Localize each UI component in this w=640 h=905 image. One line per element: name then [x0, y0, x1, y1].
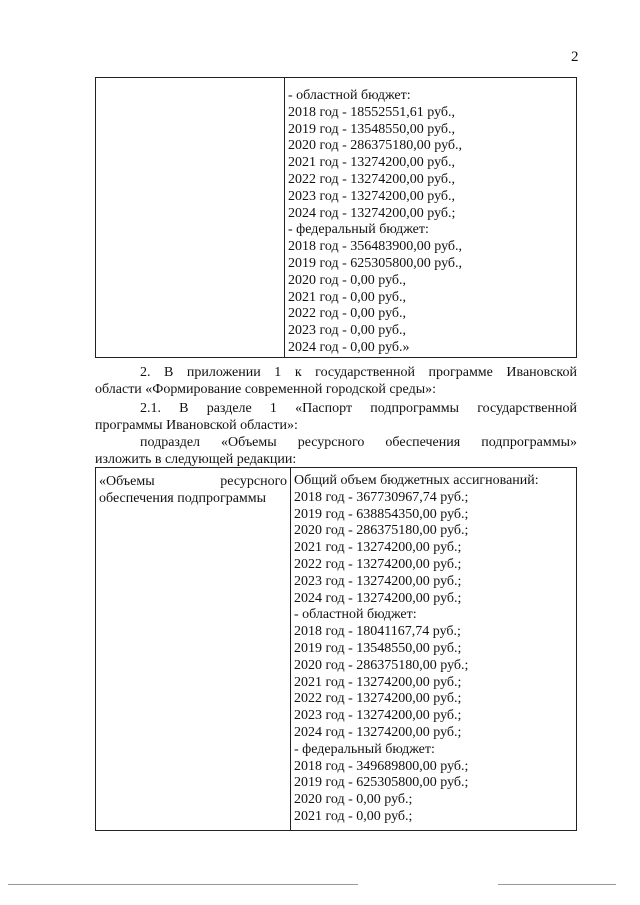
table1-empty-cell: [96, 78, 285, 358]
table2-value-cell: [291, 468, 577, 831]
table1-line: 2020 год - 0,00 руб.,: [288, 272, 407, 288]
table2-label-line: «Объемы ресурсного: [99, 474, 287, 489]
table2-line: 2023 год - 13274200,00 руб.;: [294, 708, 462, 724]
scan-artifact-line: [8, 884, 358, 885]
table2-line: 2019 год - 638854350,00 руб.;: [294, 506, 469, 522]
table1-line: 2018 год - 18552551,61 руб.,: [288, 104, 456, 120]
paragraph-section: [95, 400, 577, 434]
funding-table-continued: [95, 77, 577, 358]
page-number: 2: [571, 49, 579, 65]
table2-line: - федеральный бюджет:: [294, 741, 435, 757]
table1-line: 2020 год - 286375180,00 руб.,: [288, 138, 463, 154]
table2-line: 2021 год - 13274200,00 руб.;: [294, 540, 462, 556]
paragraph-line: области «Формирование современной городской среды»:: [95, 382, 436, 397]
table1-line: 2021 год - 13274200,00 руб.,: [288, 155, 456, 171]
table2-line: 2020 год - 286375180,00 руб.;: [294, 657, 469, 673]
table2-line: 2019 год - 13548550,00 руб.;: [294, 640, 462, 656]
table1-line: 2019 год - 13548550,00 руб.,: [288, 121, 456, 137]
table2-line: 2023 год - 13274200,00 руб.;: [294, 573, 462, 589]
table2-line: 2019 год - 625305800,00 руб.;: [294, 775, 469, 791]
table1-line: 2022 год - 13274200,00 руб.,: [288, 171, 456, 187]
paragraph-line: 2.1. В разделе 1 «Паспорт подпрограммы государственной: [140, 401, 577, 416]
table1-line: 2021 год - 0,00 руб.,: [288, 289, 407, 305]
table2-label-cell: [96, 468, 291, 831]
table2-line: 2018 год - 18041167,74 руб.;: [294, 624, 461, 640]
table2-line: 2018 год - 367730967,74 руб.;: [294, 489, 469, 505]
paragraph-line: программы Ивановской области»:: [95, 418, 298, 433]
table1-line: 2018 год - 356483900,00 руб.,: [288, 239, 463, 255]
table2-line: 2022 год - 13274200,00 руб.;: [294, 691, 462, 707]
paragraph-line: 2. В приложении 1 к государственной программе Ивановской: [140, 365, 577, 380]
table1-line: 2024 год - 0,00 руб.»: [288, 339, 410, 355]
paragraph-appendix: [95, 364, 577, 398]
table1-line: 2019 год - 625305800,00 руб.,: [288, 255, 463, 271]
table2-line: 2024 год - 13274200,00 руб.;: [294, 590, 462, 606]
paragraph-line: подраздел «Объемы ресурсного обеспечения подпрограммы»: [140, 435, 577, 450]
table1-line: 2024 год - 13274200,00 руб.;: [288, 205, 456, 221]
paragraph-line: изложить в следующей редакции:: [95, 452, 297, 467]
table2-line: 2021 год - 13274200,00 руб.;: [294, 674, 462, 690]
table2-line: Общий объем бюджетных ассигнований:: [294, 473, 539, 488]
table1-line: - федеральный бюджет:: [288, 222, 429, 238]
funding-table: [95, 467, 577, 831]
table1-line: 2023 год - 13274200,00 руб.,: [288, 188, 456, 204]
table2-line: 2024 год - 13274200,00 руб.;: [294, 724, 462, 740]
table2-line: 2018 год - 349689800,00 руб.;: [294, 758, 469, 774]
table2-line: 2021 год - 0,00 руб.;: [294, 808, 413, 824]
table2-line: - областной бюджет:: [294, 607, 417, 623]
table1-line: 2022 год - 0,00 руб.,: [288, 306, 407, 322]
table2-line: 2020 год - 286375180,00 руб.;: [294, 523, 469, 539]
table1-line: 2023 год - 0,00 руб.,: [288, 323, 407, 339]
table1-value-cell: [285, 78, 577, 358]
table2-label-line: обеспечения подпрограммы: [99, 491, 267, 506]
paragraph-subsection: [95, 434, 577, 468]
table2-line: 2020 год - 0,00 руб.;: [294, 792, 413, 808]
table2-line: 2022 год - 13274200,00 руб.;: [294, 556, 462, 572]
table1-line: - областной бюджет:: [288, 88, 411, 103]
scan-artifact-line: [498, 884, 616, 885]
